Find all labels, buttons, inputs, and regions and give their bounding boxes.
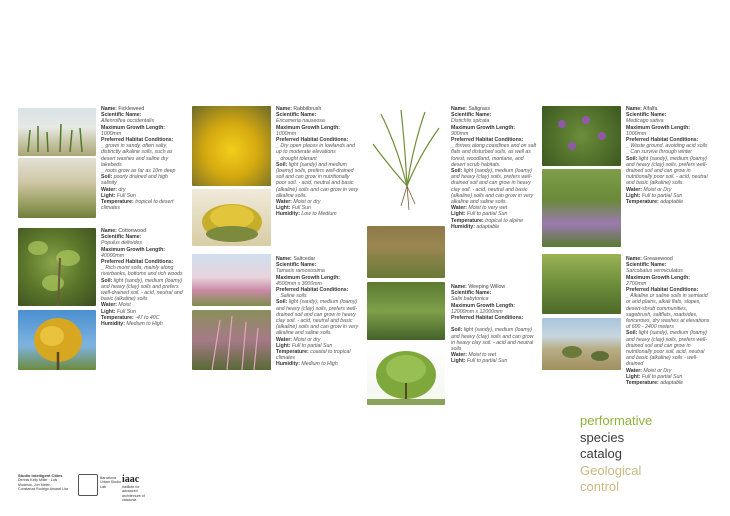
rabbitbrush-photo-2 (192, 189, 271, 246)
alfalfa-photo-2 (542, 169, 621, 247)
rabbitbrush-info: Name: Rabbitbrush Scientific Name: Ericameria nauseosa Maximum Growth Length: 1000mm Preferred Habitat Conditions: _ Dry open places in lowlands and up to moderate elevations _ drought tolerant Soil: light (sandy) and medium (loamy) soils, prefers well-drained soil and can grow in nutritionally poor soil. - acid, neutral and basic (alkaline) soils and can grow in very alkaline soils. Water: Moist or dry Light: Full Sun Humidity: Low to Medium (276, 106, 359, 218)
rabbitbrush-photo-1 (192, 106, 271, 186)
saltcedar-photo-2 (192, 310, 271, 370)
fickleweed-photo-2 (18, 158, 96, 218)
saltgrass-photo-2 (367, 226, 445, 278)
saltcedar-info: Name: Saltcedar Scientific Name: Tamarix ramosissima Maximum Growth Length: 4500mm x 3000mm Preferred Habitat Conditions: _ Saline soils Soil: light (sandy), medium (loamy) and heavy (clay) soils, prefers well-drained soil and can grow in heavy clay soil. - acid, neutral and basic (alkaline) soils and can grow in very alkaline and saline soils. Water: Moist or dry Light: Full to partial Sun Temperature: coastal to tropical climates Humidity: Medium to High (276, 256, 359, 368)
catalog-title (580, 413, 652, 496)
fickleweed-info: Name: Fickleweed Scientific Name: Allenrolfea occidentalis Maximum Growth Length: 1000mm Preferred Habitat Conditions: _ grows in sandy, often salty, distinctly alkaline soils, such as desert washes and saline dry lakebeds _ roots grow as far as 10m deep Soil: poorly drained and high salinity Water: dry Light: Full Sun Temperature: tropical to desert climates (101, 106, 176, 212)
alfalfa-info: Name: Alfalfa Scientific Name: Medicago sativa Maximum Growth Length: 1000mm Preferred Habitat Conditions: _ Waste ground, avoiding acid soils _ Can survive through winter Soil: light (sandy), medium (loamy) and heavy (clay) soils, prefers well-drained soil and can grow in nutritionally poor soil. - acid, neutral and basic (alkaline) soils. Water: Moist or Dry Light: Full to partial Sun Temperature: adaptable (626, 106, 708, 206)
greasewood-photo-1 (542, 254, 621, 314)
title-line-geological: Geological (580, 462, 642, 478)
cottonwood-photo-2 (18, 310, 96, 370)
greasewood-photo-2 (542, 318, 621, 370)
weeping-willow-photo-1 (367, 282, 445, 340)
saltgrass-info: Name: Saltgrass Scientific Name: Distichlis spicata Maximum Growth Length: 900mm Preferred Habitat Conditions: _ thrives along coastlines and on salt flats and disturbed soils, as well as forest, woodland, montane, and desert scrub habitats. Soil: light (sandy), medium (loamy) and heavy (clay) soils, prefers well-drained soil and can grow in heavy clay soil. - acid, neutral and basic (alkaline) soils and can grow in very alkaline and saline soils. Water: Moist to very wet Light: Full to partial Sun Temperature: tropical to alpine Humidity: adaptable (451, 106, 537, 230)
weeping-willow-info: Name: Weeping Willow Scientific Name: Salix babylonica Maximum Growth Length: 12000mm x 12000mm Preferred Habitat Conditions: Soil: light (sandy), medium (loamy) and heavy (clay) soils and can grow in heavy clay soil. - acid and neutral soils Water: Moist to wet Light: Full to partial Sun (451, 284, 534, 365)
uc-logo (78, 474, 98, 496)
studio-credit (18, 474, 68, 491)
title-line-species: species (580, 429, 625, 445)
cottonwood-info: Name: Cottonwood Scientific Name: Populus deltoides Maximum Growth Length: 40000mm Preferred Habitat Conditions: _ Rich moist soils, mainly along riverbanks, bottoms and rich woods Soil: light (sandy), medium (loamy) and heavy (clay) soils and prefers well-drained soil. - acid, neutral and basic (alkaline) soils Water: Moist Light: Full Sun Temperature: -47 to 40C Humidity: Medium to High (101, 228, 183, 328)
studio-authors: Dennis Kelly Miller · Luis Modesto, Jon Meleh · Constanza Rodrigo Amaral Lira (18, 478, 68, 491)
fickleweed-photo-1 (18, 108, 96, 156)
alfalfa-photo-1 (542, 106, 621, 166)
studio-name: Studio Intelligent Cities (18, 473, 63, 478)
title-line-control: control (580, 479, 620, 494)
weeping-willow-photo-2 (367, 343, 445, 405)
title-line-catalog: catalog (580, 446, 622, 461)
saltgrass-photo-1 (367, 106, 445, 222)
uc-label: Barcelona Urban Studio Lab (100, 476, 121, 489)
iaac-subtitle: institute for advanced architecture of catalonia (122, 485, 145, 502)
iaac-logo (122, 474, 154, 502)
greasewood-info: Name: Greasewood Scientific Name: Sarcobatus vermiculatus Maximum Growth Length: 2700mm Preferred Habitat Conditions: _ Alkaline or saline soils in semiarid or arid plains, alkali flats, slopes, desert-shrub communities, sagebrush, saltflats, roadsides, fencerows, dry washes at elevations of 600 - 2400 meters Soil: light (sandy), medium (loamy) and heavy (clay) soils, prefers well-drained soil and can grow in nutritionally poor soil. acid, neutral and basic (alkaline) soils - well-drained Water: Moist or Dry Light: Full to partial Sun Temperature: adaptable (626, 256, 710, 387)
saltcedar-photo-1 (192, 254, 271, 306)
cottonwood-photo-1 (18, 228, 96, 306)
title-line-performative: performative (580, 413, 653, 428)
iaac-wordmark: iaac (122, 474, 140, 485)
